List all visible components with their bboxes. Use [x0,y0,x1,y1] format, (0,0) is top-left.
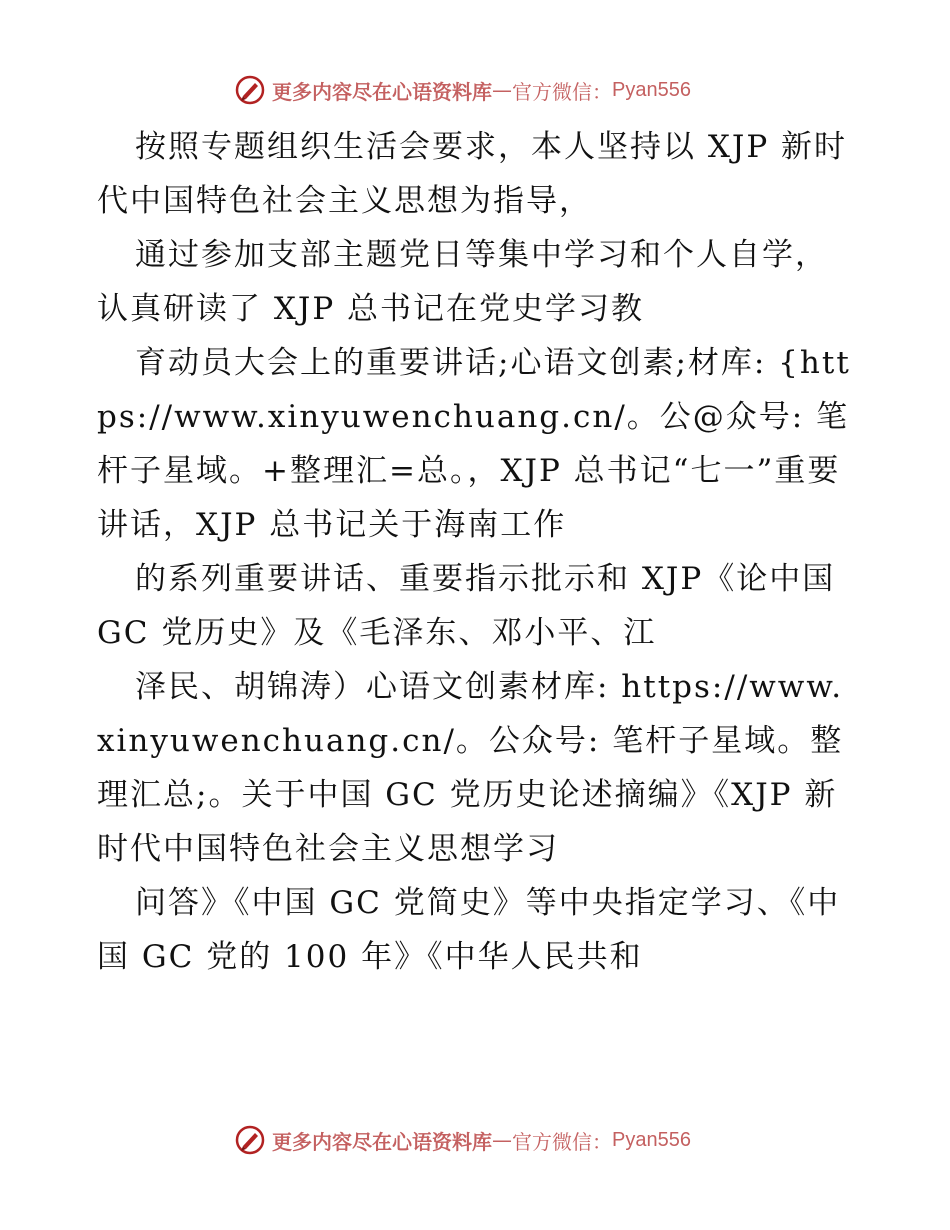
footer-watermark [234,1120,691,1160]
paragraph: 育动员大会上的重要讲话;心语文创素;材库: {https://www.xinyuwenchuang.cn/。公@众号: 笔杆子星域。+整理汇=总。，XJP 总书记“七一”重要讲话，XJP 总书记关于海南工作 [97,345,851,543]
brush-logo-icon [234,74,266,106]
paragraph: 问答》《中国 GC 党简史》等中央指定学习、《中国 GC 党的 100 年》《中华人民共和 [97,885,841,975]
watermark-wechat-id: Pyan556 [612,78,691,101]
brush-logo-icon [234,1124,266,1156]
header-watermark [234,70,691,110]
watermark-main-text: 更多内容尽在心语资料库 [272,1129,492,1154]
paragraph: 的系列重要讲话、重要指示批示和 XJP《论中国 GC 党历史》及《毛泽东、邓小平、江 [97,561,836,651]
watermark-wechat-id: Pyan556 [612,1128,691,1151]
paragraph: 泽民、胡锦涛）心语文创素材库: https://www.xinyuwenchuang.cn/。公众号: 笔杆子星域。整理汇总;。关于中国 GC 党历史论述摘编》《XJP 新时代中国特色社会主义思想学习 [97,669,844,867]
watermark-wechat-label: 官方微信： [512,1129,612,1154]
watermark-main-text: 更多内容尽在心语资料库 [272,79,492,104]
watermark-dash: — [492,78,512,102]
document-body [97,120,853,984]
watermark-wechat-label: 官方微信： [512,79,612,104]
watermark-dash: — [492,1128,512,1152]
paragraph: 通过参加支部主题党日等集中学习和个人自学，认真研读了 XJP 总书记在党史学习教 [97,237,828,327]
paragraph: 按照专题组织生活会要求，本人坚持以 XJP 新时代中国特色社会主义思想为指导， [97,129,848,219]
